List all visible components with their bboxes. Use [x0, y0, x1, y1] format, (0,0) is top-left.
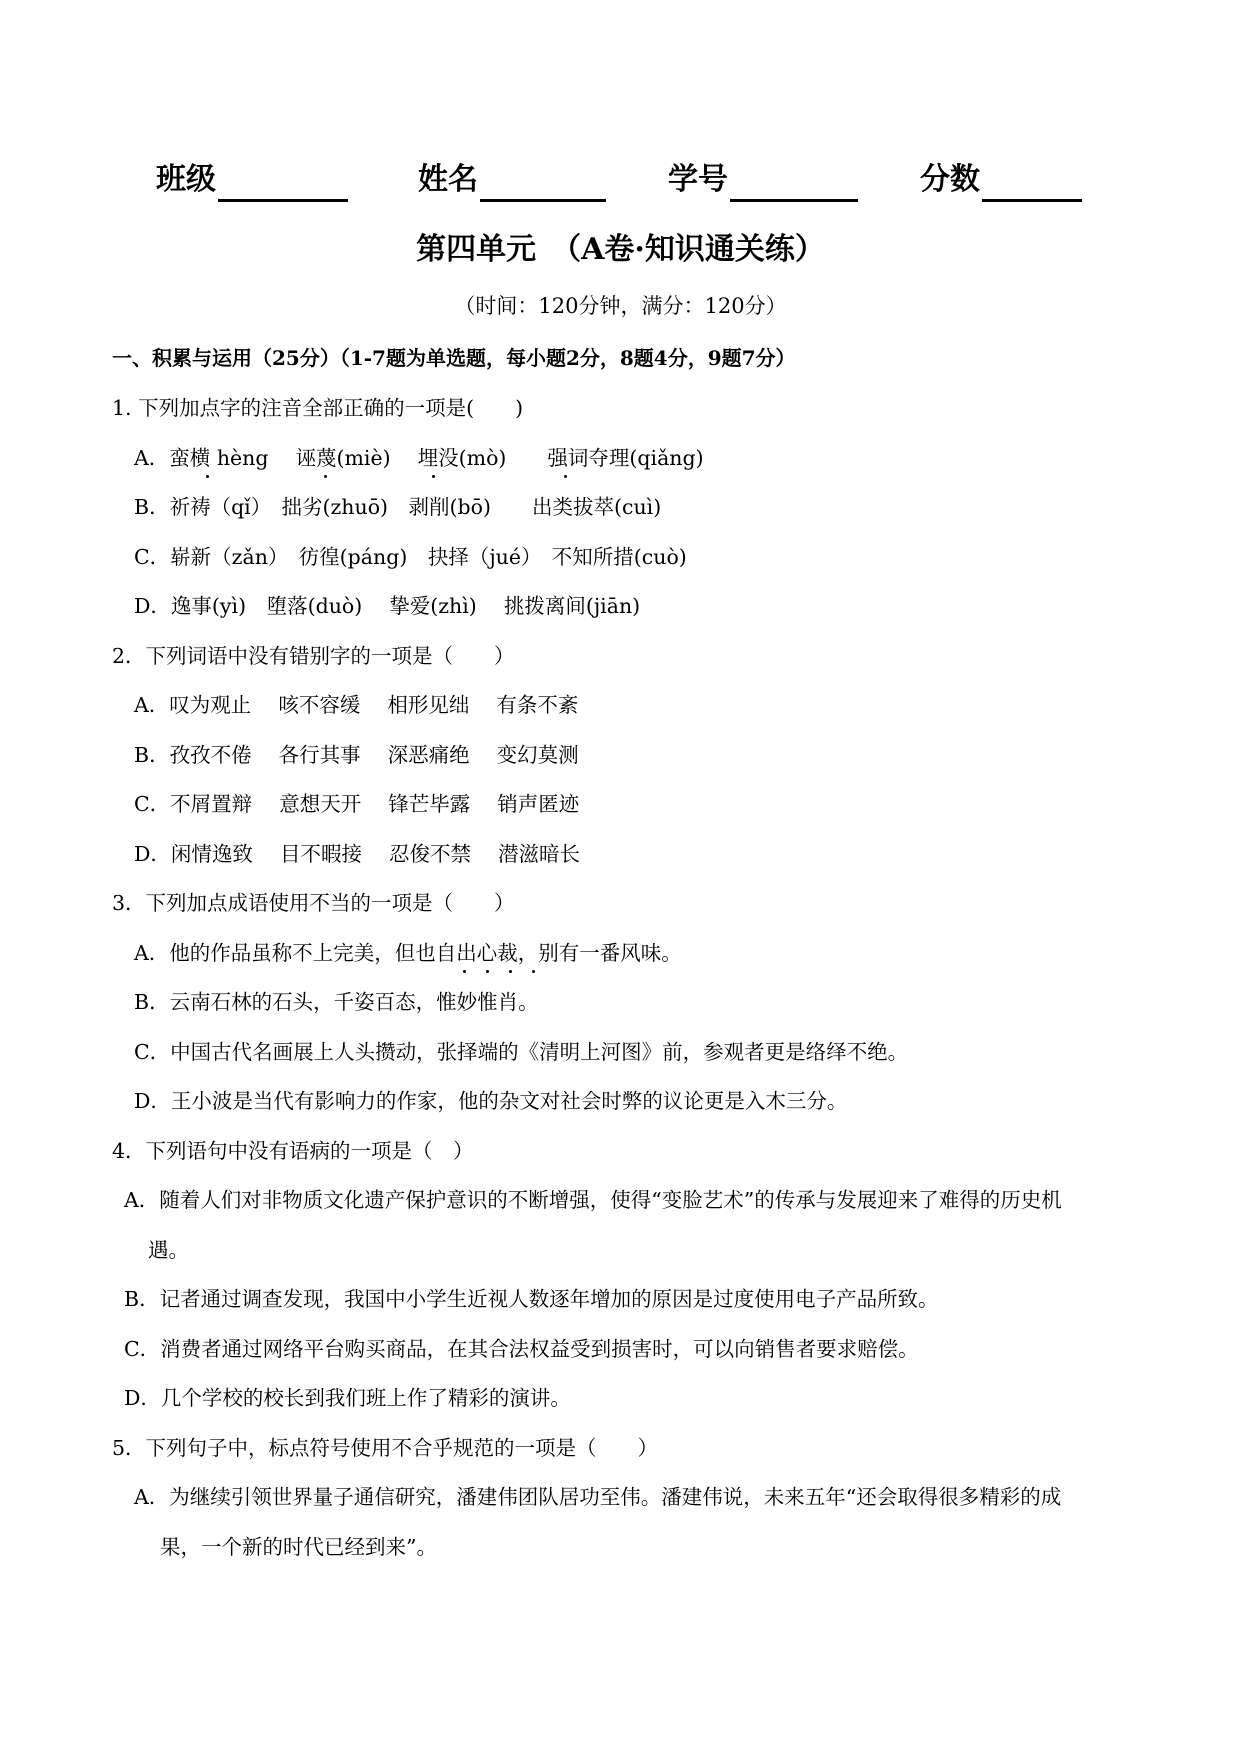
question-2-option-c: C．不屑置辩 意想天开 锋芒毕露 销声匿迹	[134, 792, 580, 816]
question-4-option-b: B．记者通过调查发现，我国中小学生近视人数逐年增加的原因是过度使用电子产品所致。	[124, 1287, 939, 1311]
class-label: 班级	[156, 162, 216, 197]
question-4-option-a: A．随着人们对非物质文化遗产保护意识的不断增强，使得“变脸艺术”的传承与发展迎来了难得的历史机	[124, 1188, 1062, 1212]
question-1-option-a: A．蛮横 hèng 诬蔑(miè) 埋没(mò) 强词夺理(qiǎng)	[134, 446, 704, 470]
name-blank[interactable]	[480, 165, 606, 202]
question-3-option-c: C．中国古代名画展上人头攒动，张择端的《清明上河图》前，参观者更是络绎不绝。	[134, 1040, 909, 1064]
emphasis-dot	[509, 970, 512, 973]
question-4-option-c: C．消费者通过网络平台购买商品，在其合法权益受到损害时，可以向销售者要求赔偿。	[124, 1337, 919, 1361]
question-3-option-d: D．王小波是当代有影响力的作家，他的杂文对社会时弊的议论更是入木三分。	[134, 1089, 848, 1113]
class-field	[156, 158, 348, 202]
question-5-stem: 5．下列句子中，标点符号使用不合乎规范的一项是（ ）	[112, 1436, 659, 1460]
emphasis-dot	[432, 475, 435, 478]
question-3-option-b: B．云南石林的石头，千姿百态，惟妙惟肖。	[134, 990, 539, 1014]
name-field	[418, 158, 606, 202]
question-1-option-c: C．崭新（zǎn） 彷徨(páng) 抉择（jué） 不知所措(cuò)	[134, 545, 687, 569]
question-1-stem: 1. 下列加点字的注音全部正确的一项是( )	[112, 396, 524, 420]
question-2-option-a: A．叹为观止 咳不容缓 相形见绌 有条不紊	[134, 693, 579, 717]
name-label: 姓名	[418, 162, 478, 197]
class-blank[interactable]	[218, 165, 348, 202]
exam-title: 第四单元 （A卷·知识通关练）	[416, 232, 825, 267]
score-label: 分数	[920, 162, 980, 197]
question-2-option-d: D．闲情逸致 目不暇接 忍俊不禁 潜滋暗长	[134, 842, 580, 866]
question-5-option-a-continued: 果，一个新的时代已经到来”。	[160, 1535, 437, 1559]
emphasis-dot	[463, 970, 466, 973]
question-4-option-a-continued: 遇。	[148, 1238, 189, 1262]
question-1-option-b: B．祈祷（qǐ） 拙劣(zhuō) 剥削(bō) 出类拔萃(cuì)	[134, 495, 662, 519]
student-id-field	[668, 158, 858, 202]
student-id-blank[interactable]	[730, 165, 858, 202]
question-4-option-d: D．几个学校的校长到我们班上作了精彩的演讲。	[124, 1386, 571, 1410]
exam-subtitle: （时间：120分钟，满分：120分）	[454, 294, 787, 318]
emphasis-dot	[324, 475, 327, 478]
emphasis-dot	[206, 475, 209, 478]
score-field	[920, 158, 1082, 202]
student-info-row	[0, 158, 1241, 208]
emphasis-dot	[486, 970, 489, 973]
question-2-option-b: B．孜孜不倦 各行其事 深恶痛绝 变幻莫测	[134, 743, 579, 767]
question-4-stem: 4．下列语句中没有语病的一项是（ ）	[112, 1139, 474, 1163]
emphasis-dot	[564, 475, 567, 478]
score-blank[interactable]	[982, 165, 1082, 202]
section-heading: 一、积累与运用（25分）（1-7题为单选题，每小题2分，8题4分，9题7分）	[112, 346, 796, 370]
question-3-option-a: A．他的作品虽称不上完美，但也自出心裁，别有一番风味。	[134, 941, 682, 965]
student-id-label: 学号	[668, 162, 728, 197]
question-3-stem: 3．下列加点成语使用不当的一项是（ ）	[112, 891, 515, 915]
question-2-stem: 2．下列词语中没有错别字的一项是（ ）	[112, 644, 515, 668]
emphasis-dot	[532, 970, 535, 973]
question-1-option-d: D．逸事(yì) 堕落(duò) 挚爱(zhì) 挑拨离间(jiān)	[134, 594, 641, 618]
question-5-option-a: A．为继续引领世界量子通信研究，潘建伟团队居功至伟。潘建伟说，未来五年“还会取得很多精彩的成	[134, 1485, 1062, 1509]
